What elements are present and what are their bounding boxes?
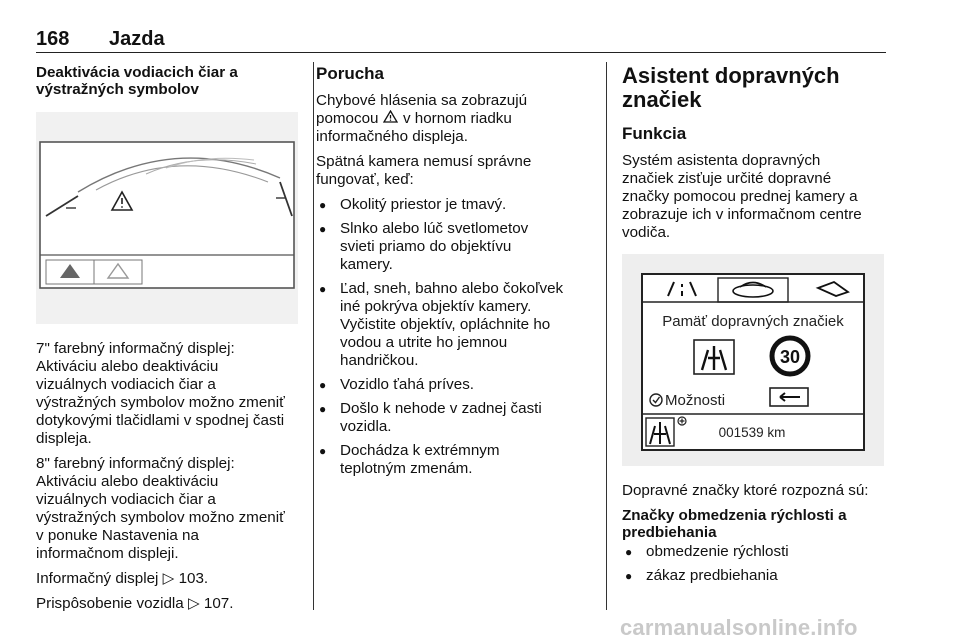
menu-title: Pamäť dopravných značiek [662,313,844,330]
options-label: Možnosti [665,392,726,409]
recognised-signs-intro: Dopravné značky ktoré rozpozná sú: [622,482,869,499]
list-item: ● Ľad, sneh, bahno alebo čokoľvek iné pokrýva objektív kamery. Vyčistite objektív, opláchnite ho vodou a utrite ho jemnou handričkou. [316,280,592,370]
sign-memory-display [622,254,884,466]
heading-traffic-sign-assistant: Asistent dopravných značiek [622,63,840,112]
warning-icon [383,110,399,128]
list-item: ● obmedzenie rýchlosti [622,543,888,561]
section-title: Jazda [109,28,165,50]
list-item: ● zákaz predbiehania [622,567,888,585]
column-2 [316,64,592,484]
rearview-camera-figure [36,112,298,324]
column-divider [313,62,314,610]
traffic-sign-display-figure [622,254,884,466]
heading-deactivation: Deaktivácia vodiacich čiar a výstražných symbolov [36,64,238,98]
column-1 [36,64,298,620]
list-item: ● Dochádza k extrémnym teplotným zmenám. [316,442,592,478]
camera-display-illustration [36,112,298,324]
heading-speed-overtaking: Značky obmedzenia rýchlosti a predbiehania [622,507,847,541]
list-item: ● Okolitý priestor je tmavý. [316,196,592,214]
heading-function: Funkcia [622,124,687,143]
heading-fault: Porucha [316,64,385,83]
page-reference-icon: ▷ [162,570,175,587]
list-item: ● Došlo k nehode v zadnej časti vozidla. [316,400,592,436]
reference-vehicle-personalisation[interactable]: Prispôsobenie vozidla ▷ 107. [36,595,234,612]
list-item: ● Slnko alebo lúč svetlometov svieti priamo do objektívu kamery. [316,220,592,274]
recognised-signs-list [622,543,888,585]
distance-readout: 001539 km [718,425,786,440]
function-description: Systém asistenta dopravných značiek zisťuje určité dopravné značky pomocou prednej kamery a zobrazuje ich v informačnom centre vodiča. [622,152,862,241]
camera-note: Spätná kamera nemusí správne fungovať, keď: [316,153,532,188]
page-number: 168 [36,28,70,50]
watermark: carmanualsonline.info [620,615,858,640]
page-header [36,26,886,53]
list-item: ● Vozidlo ťahá príves. [316,376,592,394]
column-divider [606,62,607,610]
svg-text:30: 30 [779,347,801,367]
reference-info-display[interactable]: Informačný displej ▷ 103. [36,570,209,587]
paragraph-7inch: 7" farebný informačný displej: Aktiváciu alebo deaktiváciu vizuálnych vodiacich čiar a výstražných symbolov možno zmeniť dotykovými tlačidlami v spodnej časti displeja. [36,340,285,447]
fault-conditions-list [316,196,592,478]
fault-intro: Chybové hlásenia sa zobrazujú pomocou v hornom riadku informačného displeja. [316,92,528,145]
paragraph-8inch: 8" farebný informačný displej: Aktiváciu alebo deaktiváciu vizuálnych vodiacich čiar a výstražných symbolov možno zmeniť v ponuke Nastavenia na informačnom displeji. [36,455,285,562]
column-3 [622,64,888,591]
page-reference-icon: ▷ [187,595,200,612]
